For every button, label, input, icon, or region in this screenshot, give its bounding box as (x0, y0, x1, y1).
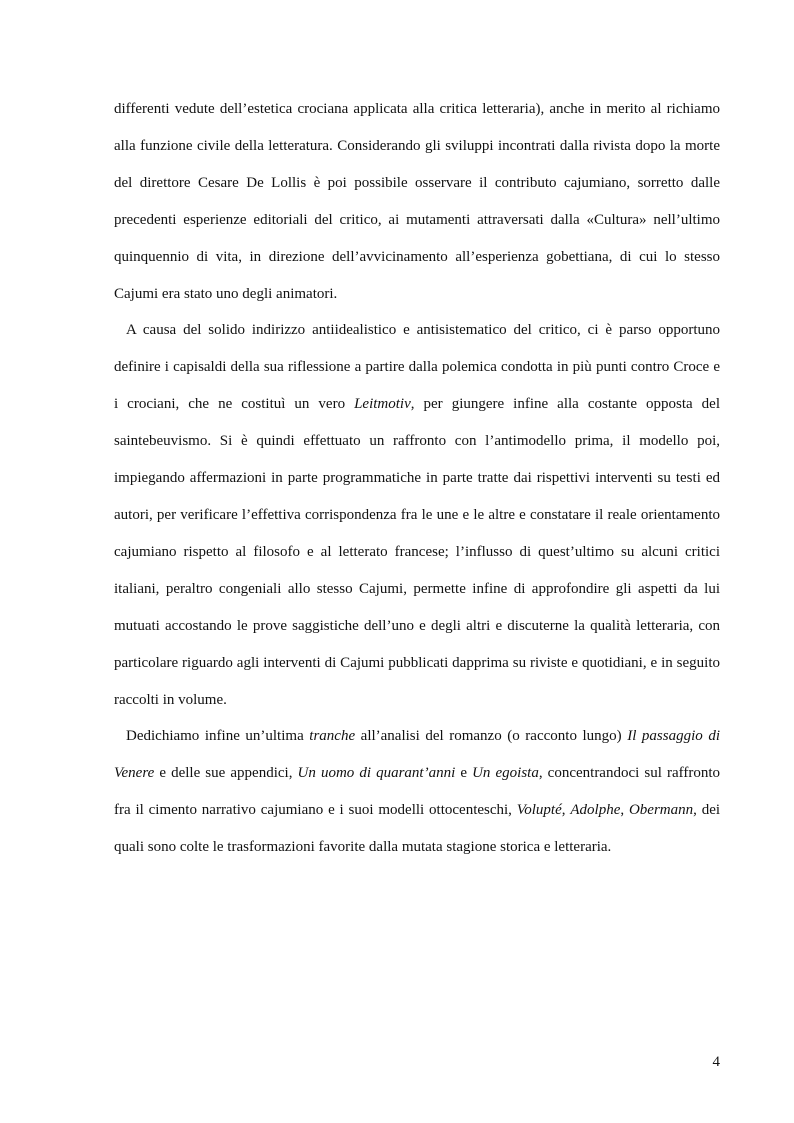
text-run: all’analisi del romanzo (o racconto lungo) (355, 728, 628, 745)
text-run: e (455, 765, 473, 782)
italic-run: Un uomo di quarant’anni (297, 765, 456, 782)
text-run: , (620, 802, 629, 819)
italic-run: Volupté (516, 802, 562, 819)
text-run: Dedichiamo infine un’ultima (126, 728, 310, 745)
text-run: A causa del solido indirizzo antiidealistico e antisistematico del critico, ci è parso opportuno definire i capisaldi della sua riflessione a partire dalla polemica condotta in più punti contro Croce e i crociani, che ne costituì un vero (114, 322, 720, 413)
paragraph-2 (114, 312, 720, 718)
paragraph-1 (114, 91, 720, 312)
italic-run: Leitmotiv (354, 396, 411, 413)
text-run: , (561, 802, 571, 819)
text-run: , per giungere infine alla costante opposta del saintebeuvismo. Si è quindi effettuato un raffronto con l’antimodello prima, il modello poi, impiegando affermazioni in parte programmatiche in parte tratte dai rispettivi interventi su testi ed autori, per verificare l’effettiva corrispondenza fra le une e le altre e constatare il reale orientamento cajumiano rispetto al filosofo e al letterato francese; l’influsso di quest’ultimo su alcuni critici italiani, peraltro congeniali allo stesso Cajumi, permette infine di approfondire gli aspetti da lui mutuati accostando le prove saggistiche dell’uno e degli altri e discuterne la qualità letteraria, con particolare riguardo agli interventi di Cajumi pubblicati dapprima su riviste e quotidiani, e in seguito raccolti in volume. (114, 396, 720, 708)
text-run: , concentrandoci sul raffronto fra il cimento narrativo cajumiano e i suoi modelli ottocenteschi, (114, 765, 720, 819)
text-run: , dei quali sono colte le trasformazioni favorite dalla mutata stagione storica e letteraria. (114, 802, 721, 856)
text-run: e delle sue appendici, (154, 765, 298, 782)
text-run: differenti vedute dell’estetica crociana applicata alla critica letteraria), anche in merito al richiamo alla funzione civile della letteratura. Considerando gli sviluppi incontrati dalla rivista dopo la morte del direttore Cesare De Lollis è poi possibile osservare il contributo cajumiano, sorretto dalle precedenti esperienze editoriali del critico, ai mutamenti attraversati dalla «Cultura» nell’ultimo quinquennio di vita, in direzione dell’avvicinamento all’esperienza gobettiana, di cui lo stesso Cajumi era stato uno degli animatori. (114, 101, 720, 302)
body-text (114, 91, 720, 866)
italic-run: Un egoista (472, 765, 539, 782)
italic-run: Obermann (628, 802, 694, 819)
page-number: 4 (712, 1054, 720, 1070)
italic-run: Il passaggio di Venere (114, 728, 720, 782)
italic-run: tranche (309, 728, 356, 745)
paragraph-3 (114, 718, 720, 866)
italic-run: Adolphe (570, 802, 621, 819)
